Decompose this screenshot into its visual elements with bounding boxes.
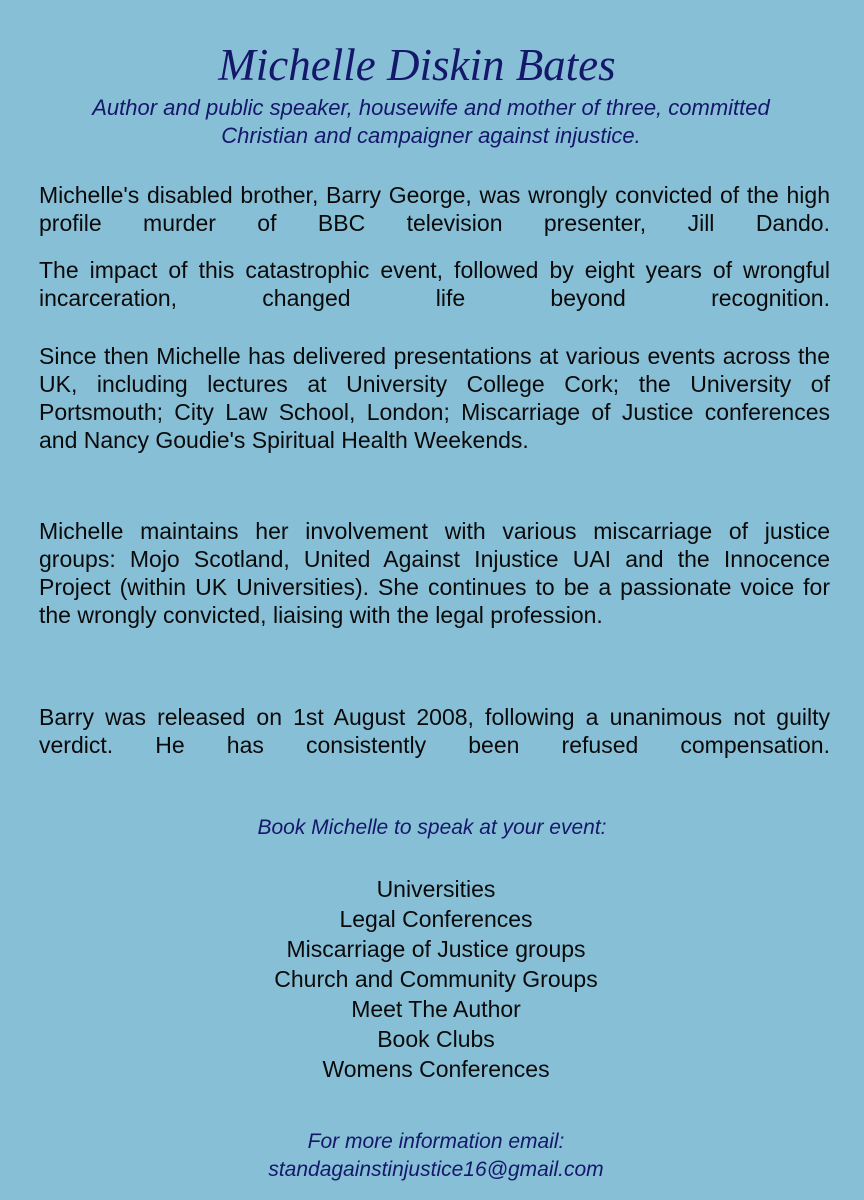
event-item: Book Clubs (377, 1026, 495, 1052)
event-item: Miscarriage of Justice groups (286, 936, 586, 962)
contact-email: standagainstinjustice16@gmail.com (268, 1158, 604, 1181)
contact-label: For more information email: (307, 1130, 565, 1153)
paragraph-release: Barry was released on 1st August 2008, following a unanimous not guilty verdict. He has consistently been refused compensation. (39, 704, 830, 758)
paragraph-involvement: Michelle maintains her involvement with various miscarriage of justice groups: Mojo Scotland, United Against Injustice UAI and the Innocence Project (within UK Universities). She continues to be a passionate voice for the wrongly convicted, liaising with the legal profession. (39, 518, 830, 628)
event-item: Womens Conferences (322, 1056, 550, 1082)
paragraph-conviction: Michelle's disabled brother, Barry George, was wrongly convicted of the high profile murder of BBC television presenter, Jill Dando. (39, 182, 830, 236)
event-item: Universities (376, 876, 496, 902)
event-list (0, 874, 864, 1084)
booking-heading: Book Michelle to speak at your event: (257, 816, 607, 839)
event-item: Legal Conferences (339, 906, 533, 932)
event-item: Church and Community Groups (274, 966, 598, 992)
paragraph-presentations: Since then Michelle has delivered presentations at various events across the UK, including lectures at University College Cork; the University of Portsmouth; City Law School, London; Miscarriage of Justice conferences and Nancy Goudie's Spiritual Health Weekends. (39, 343, 830, 453)
page-subtitle: Author and public speaker, housewife and mother of three, committed Christian and campaigner against injustice. (92, 95, 770, 148)
page-title: Michelle Diskin Bates (218, 40, 616, 90)
paragraph-impact: The impact of this catastrophic event, followed by eight years of wrongful incarceration, changed life beyond recognition. (39, 257, 830, 311)
event-item: Meet The Author (351, 996, 521, 1022)
